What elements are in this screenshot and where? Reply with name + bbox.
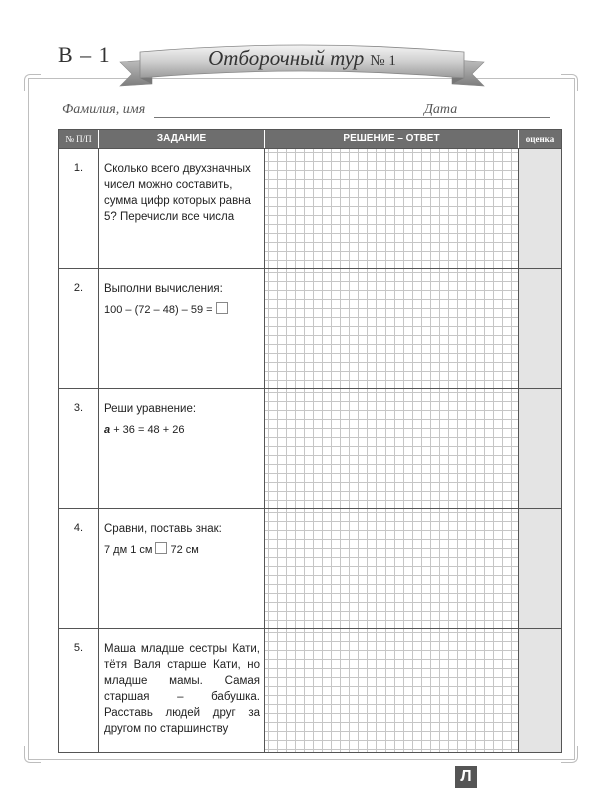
table-row: [59, 508, 561, 628]
header-number: № П/П: [59, 130, 99, 148]
expression-left: 7 дм 1 см: [104, 544, 153, 556]
publisher-logo: Л: [455, 766, 477, 788]
task-table: [58, 129, 562, 753]
task-text: Сколько всего двухзначных чисел можно составить, сумма цифр которых равна 5? Перечисли все числа: [104, 163, 251, 223]
task-cell: [99, 509, 265, 628]
variant-label: В – 1: [58, 42, 111, 67]
expression-text: 100 – (72 – 48) – 59 =: [104, 304, 213, 316]
task-expression: [104, 422, 260, 438]
table-row: [59, 388, 561, 508]
grade-cell[interactable]: [519, 389, 561, 508]
solution-grid[interactable]: [265, 269, 519, 388]
round-title-text: Отборочный тур: [208, 46, 365, 70]
solution-grid[interactable]: [265, 389, 519, 508]
task-number: 4.: [59, 509, 99, 628]
frame-corner: [561, 74, 578, 91]
answer-box[interactable]: [216, 302, 228, 314]
task-number: 5.: [59, 629, 99, 752]
solution-grid[interactable]: [265, 509, 519, 628]
round-number: № 1: [370, 53, 396, 69]
expression-variable: а: [104, 424, 111, 436]
date-label: Дата: [424, 102, 458, 117]
task-text: Реши уравнение:: [104, 403, 197, 415]
header-grade: оценка: [525, 134, 555, 144]
task-number: 3.: [59, 389, 99, 508]
expression-text: + 36 = 48 + 26: [113, 424, 185, 436]
grade-cell[interactable]: [519, 149, 561, 268]
sign-box[interactable]: [155, 542, 167, 554]
grade-cell[interactable]: [519, 269, 561, 388]
task-cell: [99, 149, 265, 268]
task-number: 1.: [59, 149, 99, 268]
table-row: [59, 268, 561, 388]
solution-grid[interactable]: [265, 629, 519, 752]
table-header: [59, 130, 561, 148]
student-info-row: [62, 102, 542, 122]
task-cell: [99, 629, 265, 752]
task-text: Маша младше сестры Кати, тётя Валя старше Кати, но младше мамы. Самая старшая – бабушка. Расставь людей друг за другом по старшинству: [104, 643, 260, 735]
expression-right: 72 см: [170, 544, 199, 556]
grade-cell[interactable]: [519, 509, 561, 628]
frame-corner: [24, 746, 41, 763]
round-title: [112, 46, 492, 71]
task-cell: [99, 389, 265, 508]
task-text: Выполни вычисления:: [104, 283, 223, 295]
task-expression: [104, 542, 260, 558]
name-label: Фамилия, имя: [62, 102, 146, 117]
date-field[interactable]: [470, 117, 550, 118]
frame-corner: [561, 746, 578, 763]
solution-grid[interactable]: [265, 149, 519, 268]
grade-cell[interactable]: [519, 629, 561, 752]
header-solution: РЕШЕНИЕ – ОТВЕТ: [265, 130, 519, 148]
task-cell: [99, 269, 265, 388]
header-task: ЗАДАНИЕ: [99, 130, 265, 148]
table-row: [59, 148, 561, 268]
table-row: [59, 628, 561, 752]
frame-corner: [24, 74, 41, 91]
task-expression: [104, 302, 260, 318]
task-number: 2.: [59, 269, 99, 388]
task-text: Сравни, поставь знак:: [104, 523, 222, 535]
